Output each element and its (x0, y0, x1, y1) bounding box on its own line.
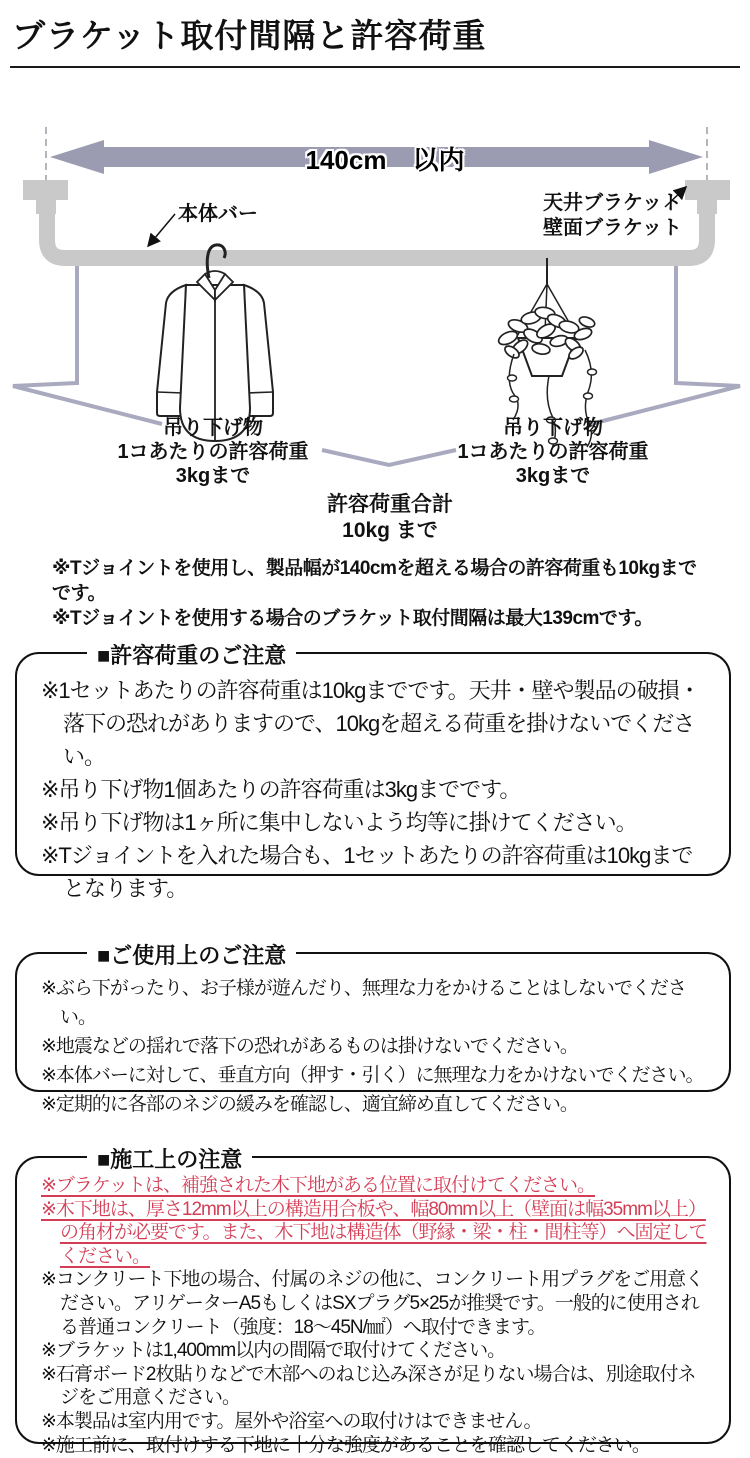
note-item: ※本製品は室内用です。屋外や浴室への取付けはできません。 (41, 1410, 542, 1432)
left-hang-line3: 3kgまで (175, 465, 251, 487)
page-title: ブラケット取付間隔と許容荷重 (12, 17, 487, 54)
note-item: ※本体バーに対して、垂直方向（押す・引く）に無理な力をかけないでください。 (41, 1065, 704, 1086)
usage-box-body (17, 954, 729, 1119)
bracket-label-line2: 壁面ブラケット (543, 217, 682, 239)
installation-box-body (17, 1158, 729, 1457)
bracket-label (543, 191, 682, 241)
allowable-load-warning-box (15, 643, 731, 901)
total-load-line2: 10kg まで (342, 519, 438, 542)
left-hang-line1: 吊り下げ物 (163, 417, 263, 439)
diagram-notes (52, 556, 712, 631)
right-hanging-load-label (438, 416, 668, 488)
left-hang-line2: 1コあたりの許容荷重 (117, 441, 309, 463)
note-item: ※定期的に各部のネジの緩みを確認し、適宜締め直してください。 (41, 1094, 578, 1115)
note-item: ※吊り下げ物1個あたりの許容荷重は3kgまでです。 (41, 777, 521, 802)
note-item-red: ※ブラケットは、補強された木下地がある位置に取付けてください。 (41, 1175, 595, 1196)
right-hang-line2: 1コあたりの許容荷重 (457, 441, 649, 463)
note-item: ※ぶら下がったり、お子様が遊んだり、無理な力をかけることはしないでください。 (41, 978, 686, 1028)
allowable-load-box-body (17, 654, 729, 905)
note-item-red: ※木下地は、厚さ12mm以上の構造用合板や、幅80mm以上（壁面は幅35mm以上）の角材が必要です。また、木下地は構造体（野縁・梁・柱・間柱等）へ固定してください。 (41, 1198, 707, 1267)
note-item: ※地震などの揺れで落下の恐れがあるものは掛けないでください。 (41, 1036, 578, 1057)
note-item: ※1セットあたりの許容荷重は10kgまでです。天井・壁や製品の破損・落下の恐れがありますので、10kgを超える荷重を掛けないでください。 (41, 678, 700, 769)
note-item: ※施工前に、取付けする下地に十分な強度があることを確認してください。 (41, 1434, 650, 1456)
left-hanging-load-label (98, 416, 328, 488)
allowable-load-box-title: ■許容荷重のご注意 (87, 639, 296, 670)
bracket-label-line1: 天井ブラケット (543, 192, 682, 214)
diagram-note-2: ※Tジョイントを使用する場合のブラケット取付間隔は最大139cmです。 (52, 608, 653, 629)
note-item: ※ブラケットは1,400mm以内の間隔で取付けてください。 (41, 1340, 506, 1362)
note-item: ※石膏ボード2枚貼りなどで木部へのねじ込み深さが足りない場合は、別途取付ネジをご用意ください。 (41, 1363, 696, 1409)
usage-box-title: ■ご使用上のご注意 (87, 939, 296, 970)
usage-warning-box (15, 943, 731, 1115)
right-hang-line3: 3kgまで (515, 465, 591, 487)
measure-label: 140cm 以内 (305, 145, 465, 175)
diagram-note-1: ※Tジョイントを使用し、製品幅が140cmを超える場合の許容荷重も10kgまでです。 (52, 558, 697, 604)
right-hang-line1: 吊り下げ物 (503, 417, 603, 439)
note-item: ※コンクリート下地の場合、付属のネジの他に、コンクリート用プラグをご用意ください。アリゲーターA5もしくはSXプラグ5×25が推奨です。一般的に使用される普通コンクリート（強度：18～45N/㎟）へ取付できます。 (41, 1269, 704, 1338)
note-item: ※Tジョイントを入れた場合も、1セットあたりの許容荷重は10kgまでとなります。 (41, 843, 693, 901)
total-load-label (290, 492, 490, 544)
note-item: ※吊り下げ物は1ヶ所に集中しないよう均等に掛けてください。 (41, 810, 637, 835)
main-bar-label: 本体バー (178, 203, 258, 225)
bar-label-arrow (149, 214, 175, 245)
total-load-line1: 許容荷重合計 (327, 493, 453, 516)
installation-warning-box (15, 1147, 731, 1456)
installation-box-title: ■施工上の注意 (87, 1143, 252, 1174)
shirt-illustration (157, 245, 273, 441)
